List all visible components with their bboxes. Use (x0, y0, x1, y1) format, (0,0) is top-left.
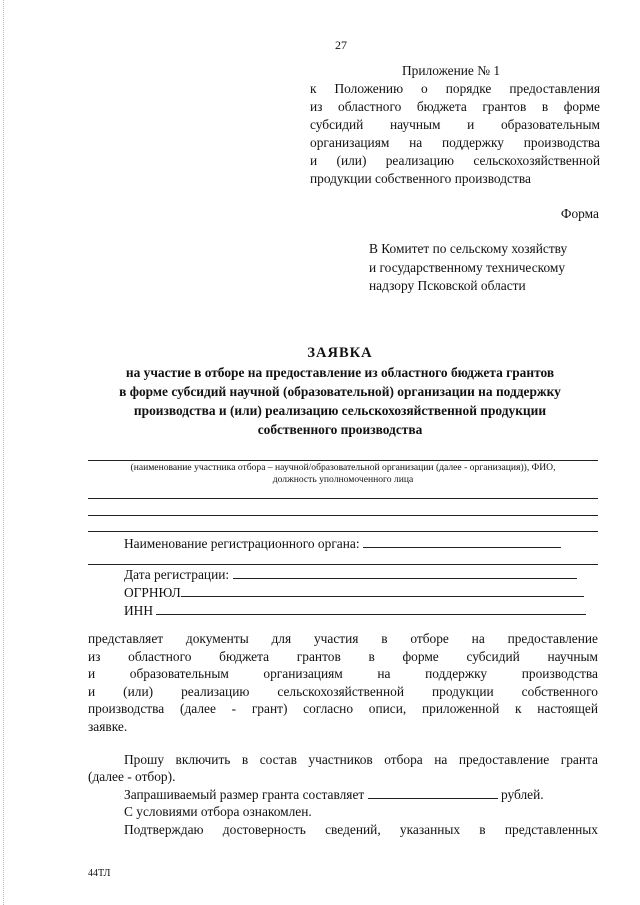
caption-line: должность уполномоченного лица (272, 474, 414, 485)
blank-line[interactable] (88, 531, 598, 532)
title-line: на участие в отборе на предоставление из областного бюджета грантов (125, 365, 555, 380)
body-text (88, 630, 598, 839)
blank-line[interactable] (88, 515, 598, 516)
reg-body-input[interactable] (363, 535, 561, 548)
ogrn-field (124, 584, 584, 602)
reg-date-label: Дата регистрации: (124, 567, 230, 582)
appendix-line: и (или) реализацию сельскохозяйственной (310, 153, 600, 168)
appendix-heading: Приложение № 1 (402, 63, 501, 78)
addressee-line: и государственному техническому (369, 259, 566, 275)
blank-line[interactable] (88, 564, 598, 565)
title-line: в форме субсидий научной (образовательной) организации на поддержку (119, 384, 561, 399)
acquainted-line: С условиями отбора ознакомлен. (124, 804, 312, 820)
grant-size-prefix: Запрашиваемый размер гранта составляет (124, 786, 365, 802)
document-title (60, 344, 620, 439)
participant-name-line[interactable] (88, 460, 598, 461)
grant-size-input[interactable] (368, 786, 498, 799)
appendix-line: из областного бюджета грантов в форме (310, 99, 600, 114)
appendix-line: организациям на поддержку производства (310, 135, 600, 150)
participant-caption (88, 462, 598, 486)
grant-size-suffix: рублей. (500, 786, 544, 802)
addressee-line: надзору Псковской области (369, 278, 526, 293)
page-number: 27 (335, 38, 347, 52)
para1-line: и образовательным организациям на поддержку производства (88, 666, 598, 682)
caption-line: (наименование участника отбора – научной/образовательной организации (далее - организация)), ФИО, (130, 462, 556, 473)
para1-line: производства (далее - грант) согласно описи, приложенной к настоящей (88, 701, 598, 717)
ogrn-input[interactable] (181, 584, 584, 597)
para1-line: заявке. (88, 718, 128, 734)
inn-field (124, 602, 586, 620)
reg-date-input[interactable] (233, 566, 577, 579)
para1-line: и (или) реализацию сельскохозяйственной продукции собственного (88, 683, 598, 699)
ogrn-label: ОГРНЮЛ (124, 585, 181, 600)
inn-label: ИНН (124, 603, 154, 618)
para1-line: представляет документы для участия в отборе на предоставление (88, 631, 598, 646)
addressee-line: В Комитет по сельскому хозяйству (369, 241, 568, 256)
reg-date-field (124, 566, 577, 584)
para2-line: (далее - отбор). (88, 769, 176, 785)
grant-size-line (88, 786, 598, 804)
appendix-block (310, 62, 600, 188)
blank-line[interactable] (88, 498, 598, 499)
appendix-line: к Положению о порядке предоставления (310, 81, 600, 96)
para1-line: из областного бюджета грантов в форме субсидий научным (88, 648, 598, 664)
reg-body-label: Наименование регистрационного органа: (124, 536, 360, 551)
inn-input[interactable] (156, 602, 586, 615)
para2-line: Прошу включить в состав участников отбора на предоставление гранта (124, 751, 598, 767)
scan-edge (3, 0, 5, 905)
confirm-line: Подтверждаю достоверность сведений, указанных в представленных (124, 821, 598, 837)
title-line: производства и (или) реализацию сельскохозяйственной продукции (133, 403, 547, 418)
appendix-line: продукции собственного производства (310, 171, 531, 186)
appendix-line: субсидий научным и образовательным (310, 117, 600, 132)
title-main: ЗАЯВКА (307, 345, 373, 361)
title-line: собственного производства (257, 422, 423, 437)
addressee-block (369, 240, 567, 296)
reg-body-field (124, 535, 561, 553)
footer-code: 44ТЛ (88, 868, 111, 879)
form-label: Форма (560, 206, 599, 221)
